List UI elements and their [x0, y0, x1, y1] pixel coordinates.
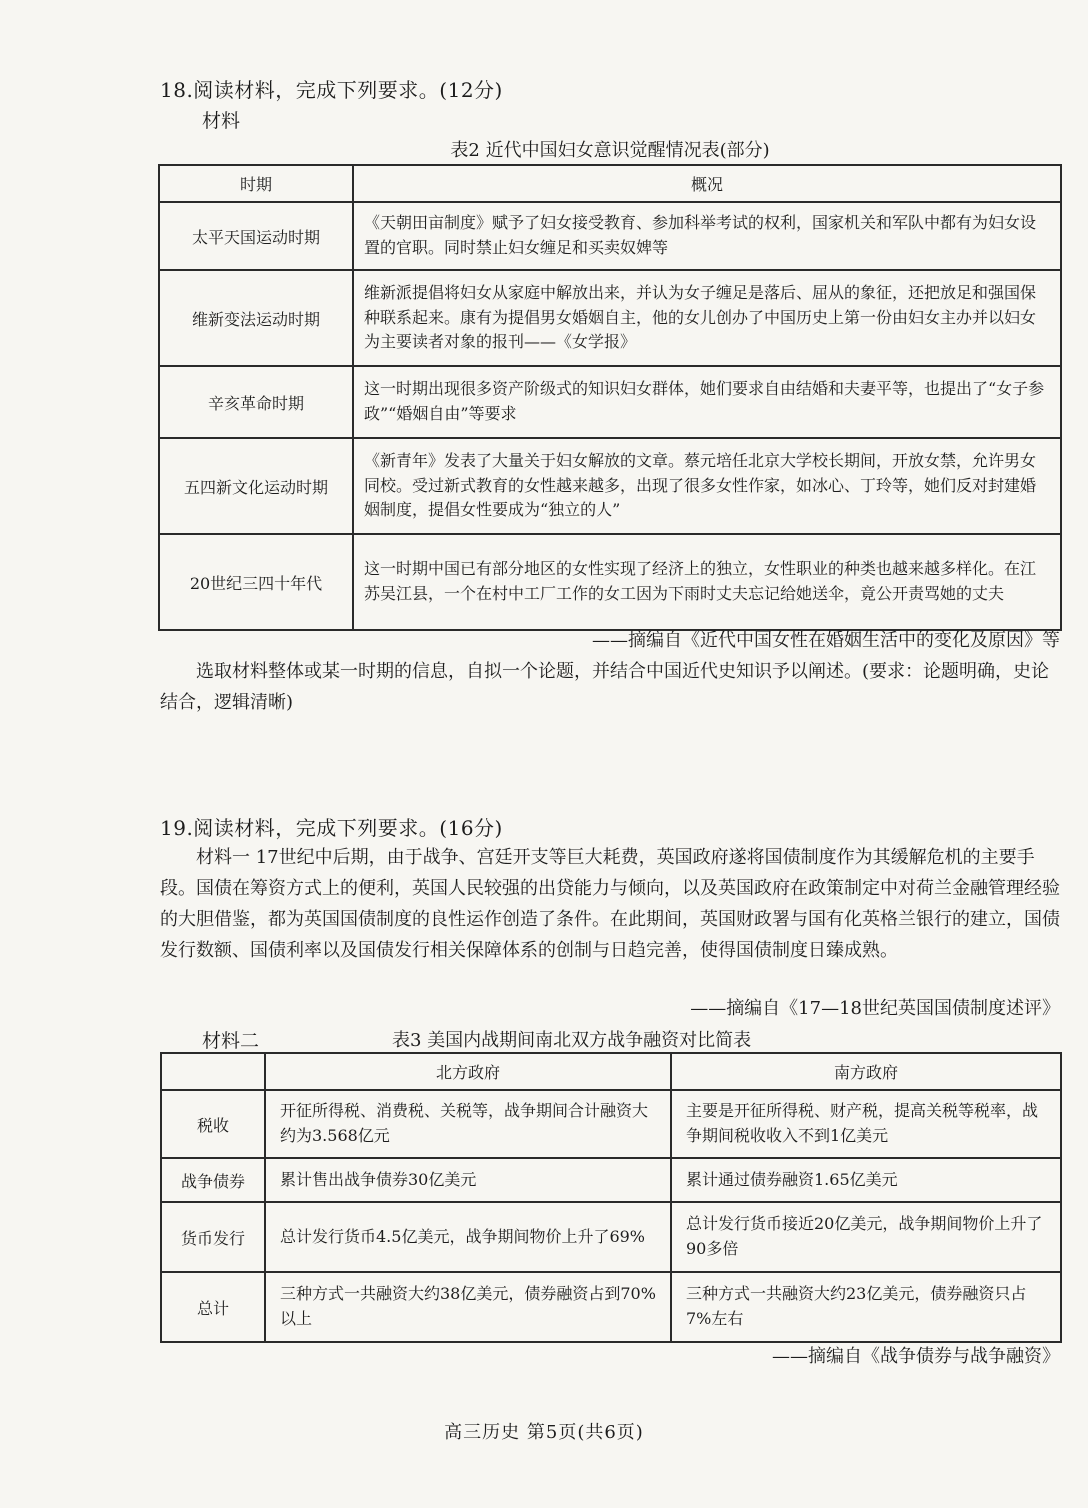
period-cell: 太平天国运动时期 [159, 202, 353, 270]
period-cell: 20世纪三四十年代 [159, 534, 353, 630]
q18-source: ——摘编自《近代中国女性在婚姻生活中的变化及原因》等 [592, 630, 1060, 651]
q18-instruction: 选取材料整体或某一时期的信息，自拟一个论题，并结合中国近代史知识予以阐述。(要求：论题明确，史论结合，逻辑清晰) [160, 661, 1050, 713]
q19-material2-label: 材料二 [202, 1030, 260, 1052]
q18-heading: 18.阅读材料，完成下列要求。(12分) [160, 78, 503, 102]
south-cell: 总计发行货币接近20亿美元，战争期间物价上升了90多倍 [671, 1202, 1061, 1272]
overview-cell: 《新青年》发表了大量关于妇女解放的文章。蔡元培任北京大学校长期间，开放女禁，允许男女同校。受过新式教育的女性越来越多，出现了很多女性作家，如冰心、丁玲等，她们反对封建婚姻制度，提倡女性要成为“独立的人” [353, 438, 1061, 534]
south-cell: 主要是开征所得税、财产税，提高关税等税率，战争期间税收收入不到1亿美元 [671, 1090, 1061, 1158]
table3 [160, 1052, 1062, 1343]
north-cell: 总计发行货币4.5亿美元，战争期间物价上升了69% [265, 1202, 671, 1272]
table3-title: 表3 美国内战期间南北双方战争融资对比简表 [392, 1030, 752, 1051]
row-label: 总计 [161, 1272, 265, 1342]
table2-row [159, 366, 1061, 438]
q19-source2: ——摘编自《战争债券与战争融资》 [772, 1346, 1060, 1367]
table3-header-north: 北方政府 [265, 1053, 671, 1090]
row-label: 税收 [161, 1090, 265, 1158]
overview-cell: 维新派提倡将妇女从家庭中解放出来，并认为女子缠足是落后、屈从的象征，还把放足和强国保种联系起来。康有为提倡男女婚姻自主，他的女儿创办了中国历史上第一份由妇女主办并以妇女为主要读者对象的报刊——《女学报》 [353, 270, 1061, 366]
south-cell: 三种方式一共融资大约23亿美元，债券融资只占7%左右 [671, 1272, 1061, 1342]
row-label: 货币发行 [161, 1202, 265, 1272]
table3-header-south: 南方政府 [671, 1053, 1061, 1090]
table3-header-blank [161, 1053, 265, 1090]
south-cell: 累计通过债券融资1.65亿美元 [671, 1158, 1061, 1202]
table2-row [159, 270, 1061, 366]
q19-material1: 材料一 17世纪中后期，由于战争、宫廷开支等巨大耗费，英国政府遂将国债制度作为其缓解危机的主要手段。国债在筹资方式上的便利，英国人民较强的出贷能力与倾向，以及英国政府在政策制定中对荷兰金融管理经验的大胆借鉴，都为英国国债制度的良性运作创造了条件。在此期间，英国财政署与国有化英格兰银行的建立，国债发行数额、国债利率以及国债发行相关保障体系的创制与日趋完善，使得国债制度日臻成熟。 [160, 847, 1060, 961]
period-cell: 五四新文化运动时期 [159, 438, 353, 534]
table2 [158, 164, 1062, 631]
table3-row [161, 1090, 1061, 1158]
table2-header-overview: 概况 [353, 165, 1061, 202]
north-cell: 开征所得税、消费税、关税等，战争期间合计融资大约为3.568亿元 [265, 1090, 671, 1158]
row-label: 战争债券 [161, 1158, 265, 1202]
north-cell: 三种方式一共融资大约38亿美元，债券融资占到70%以上 [265, 1272, 671, 1342]
table2-row [159, 202, 1061, 270]
q18-material-label: 材料 [202, 110, 241, 132]
period-cell: 维新变法运动时期 [159, 270, 353, 366]
period-cell: 辛亥革命时期 [159, 366, 353, 438]
north-cell: 累计售出战争债券30亿美元 [265, 1158, 671, 1202]
table2-row [159, 534, 1061, 630]
table2-title: 表2 近代中国妇女意识觉醒情况表(部分) [450, 140, 770, 161]
table3-row [161, 1158, 1061, 1202]
table3-row [161, 1202, 1061, 1272]
table2-header-period: 时期 [159, 165, 353, 202]
overview-cell: 《天朝田亩制度》赋予了妇女接受教育、参加科举考试的权利，国家机关和军队中都有为妇女设置的官职。同时禁止妇女缠足和买卖奴婢等 [353, 202, 1061, 270]
q19-heading: 19.阅读材料，完成下列要求。(16分) [160, 816, 503, 840]
q19-source1: ——摘编自《17—18世纪英国国债制度述评》 [690, 998, 1060, 1019]
table3-row [161, 1272, 1061, 1342]
overview-cell: 这一时期出现很多资产阶级式的知识妇女群体，她们要求自由结婚和夫妻平等，也提出了“女子参政”“婚姻自由”等要求 [353, 366, 1061, 438]
page-footer: 高三历史 第5页(共6页) [444, 1422, 644, 1443]
table2-row [159, 438, 1061, 534]
overview-cell: 这一时期中国已有部分地区的女性实现了经济上的独立，女性职业的种类也越来越多样化。在江苏吴江县，一个在村中工厂工作的女工因为下雨时丈夫忘记给她送伞，竟公开责骂她的丈夫 [353, 534, 1061, 630]
